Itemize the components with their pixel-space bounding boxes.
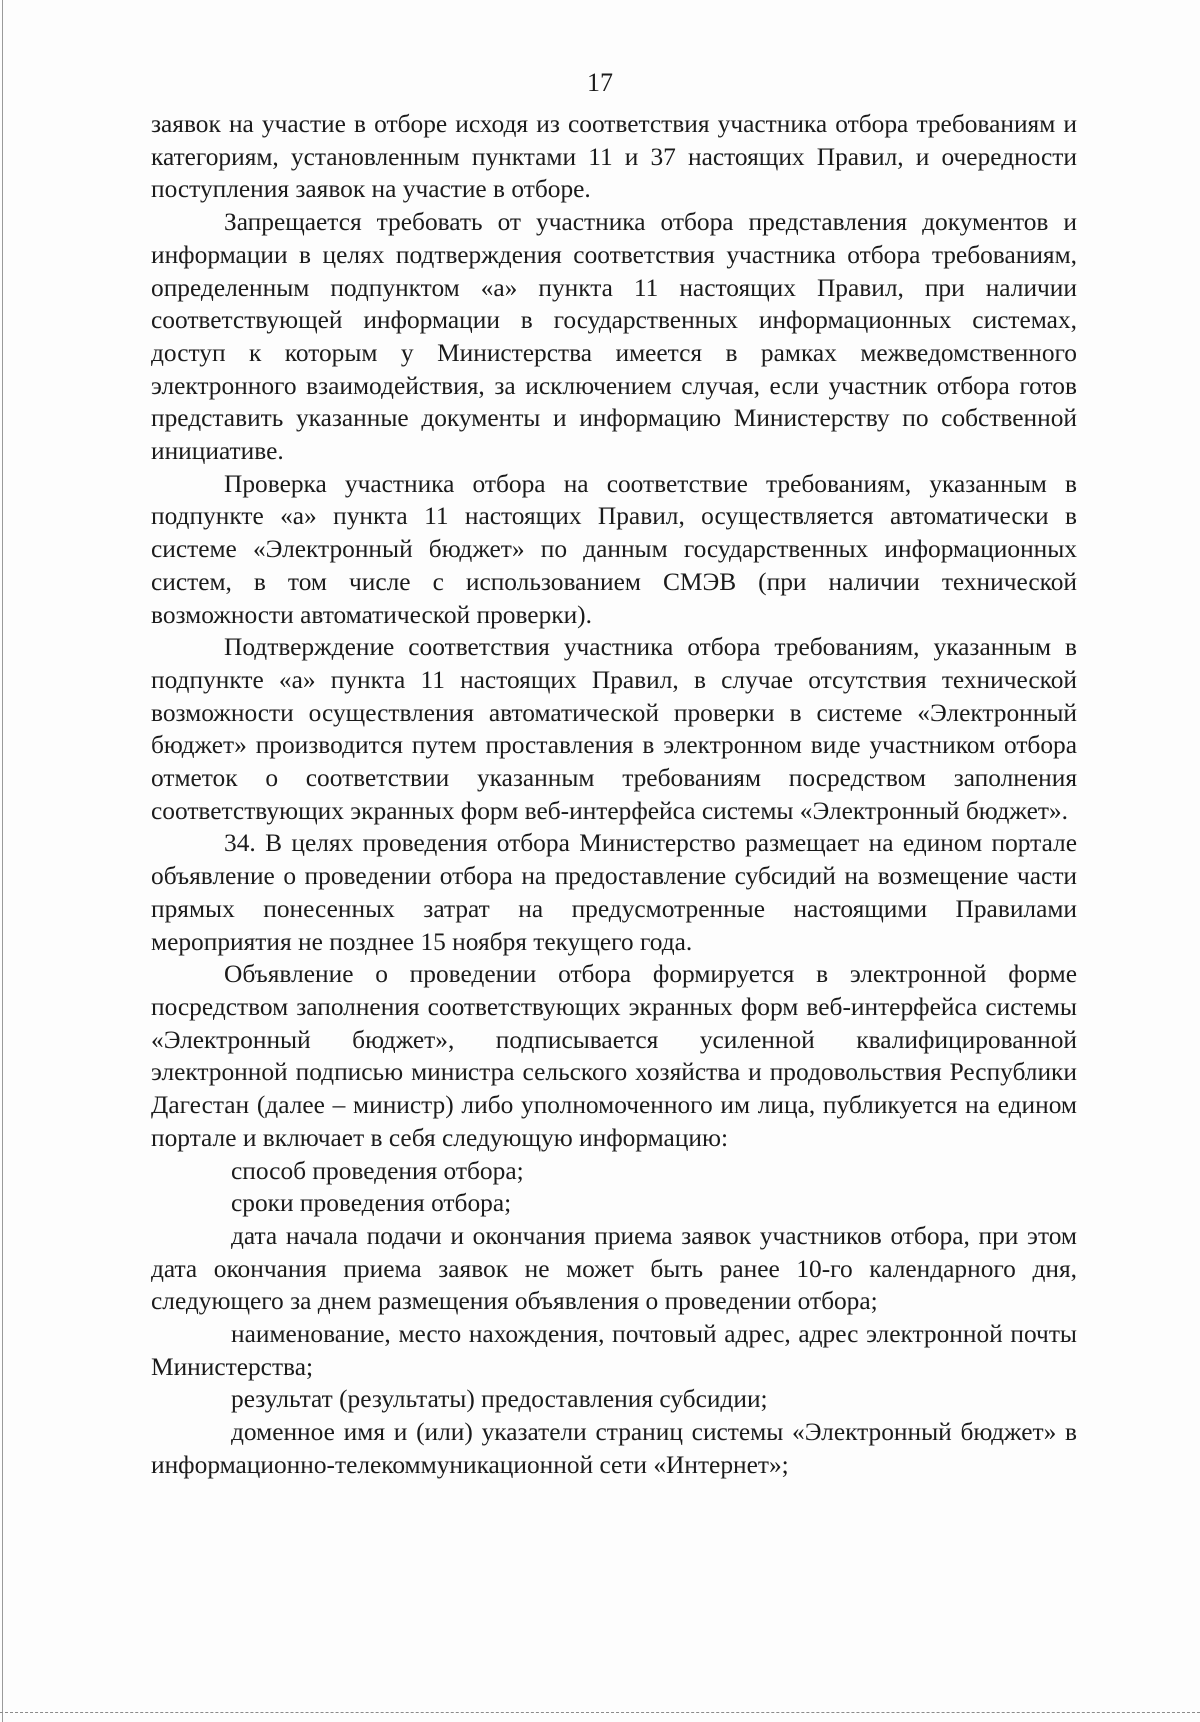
list-item: наименование, место нахождения, почтовый адрес, адрес электронной почты Министерства; (151, 1320, 1077, 1381)
list-item: результат (результаты) предоставления субсидии; (231, 1385, 768, 1414)
paragraph-verification: Проверка участника отбора на соответствие требованиям, указанным в подпункте «а» пункта 11 настоящих Правил, осуществляется автоматически в системе «Электронный бюджет» по данным государственных информационных систем, в том числе с использованием СМЭВ (при наличии технической возможности автоматической проверки). (151, 469, 1077, 629)
list-item: доменное имя и (или) указатели страниц системы «Электронный бюджет» в информационно-телекоммуникационной сети «Интернет»; (151, 1418, 1077, 1479)
paragraph-item-34: 34. В целях проведения отбора Министерство размещает на едином портале объявление о проведении отбора на предоставление субсидий на возмещение части прямых понесенных затрат на предусмотренные настоящими Правилами мероприятия не позднее 15 ноября текущего года. (151, 829, 1077, 956)
list-item: дата начала подачи и окончания приема заявок участников отбора, при этом дата окончания приема заявок не может быть ранее 10-го календарного дня, следующего за днем размещения объявления о проведении отбора; (151, 1221, 1077, 1316)
list-item: сроки проведения отбора; (231, 1189, 512, 1218)
paragraph-continuation: заявок на участие в отборе исходя из соответствия участника отбора требованиям и категориям, установленным пунктами 11 и 37 настоящих Правил, и очередности поступления заявок на участие в отборе. (151, 110, 1077, 204)
paragraph-prohibition: Запрещается требовать от участника отбора представления документов и информации в целях подтверждения соответствия участника отбора требованиям, определенным подпунктом «а» пункта 11 настоящих Правил, при наличии соответствующей информации в государственных информационных системах, доступ к которым у Министерства имеется в рамках межведомственного электронного взаимодействия, за исключением случая, если участник отбора готов представить указанные документы и информацию Министерству по собственной инициативе. (151, 208, 1077, 466)
document-body (151, 108, 1077, 1482)
scan-left-edge (2, 0, 3, 1722)
paragraph-confirmation: Подтверждение соответствия участника отбора требованиям, указанным в подпункте «а» пункта 11 настоящих Правил, в случае отсутствия технической возможности осуществления автоматической проверки в системе «Электронный бюджет» производится путем проставления в электронном виде участником отбора отметок о соответствии указанным требованиям посредством заполнения соответствующих экранных форм веб-интерфейса системы «Электронный бюджет». (151, 633, 1077, 825)
list-item: способ проведения отбора; (231, 1156, 524, 1185)
paragraph-announcement: Объявление о проведении отбора формируется в электронной форме посредством заполнения соответствующих экранных форм веб-интерфейса системы «Электронный бюджет», подписывается усиленной квалифицированной электронной подписью министра сельского хозяйства и продовольствия Республики Дагестан (далее – министр) либо уполномоченного им лица, публикуется на едином портале и включает в себя следующую информацию: (151, 960, 1077, 1152)
page-number: 17 (587, 68, 613, 97)
scan-bottom-edge (0, 1712, 1200, 1713)
